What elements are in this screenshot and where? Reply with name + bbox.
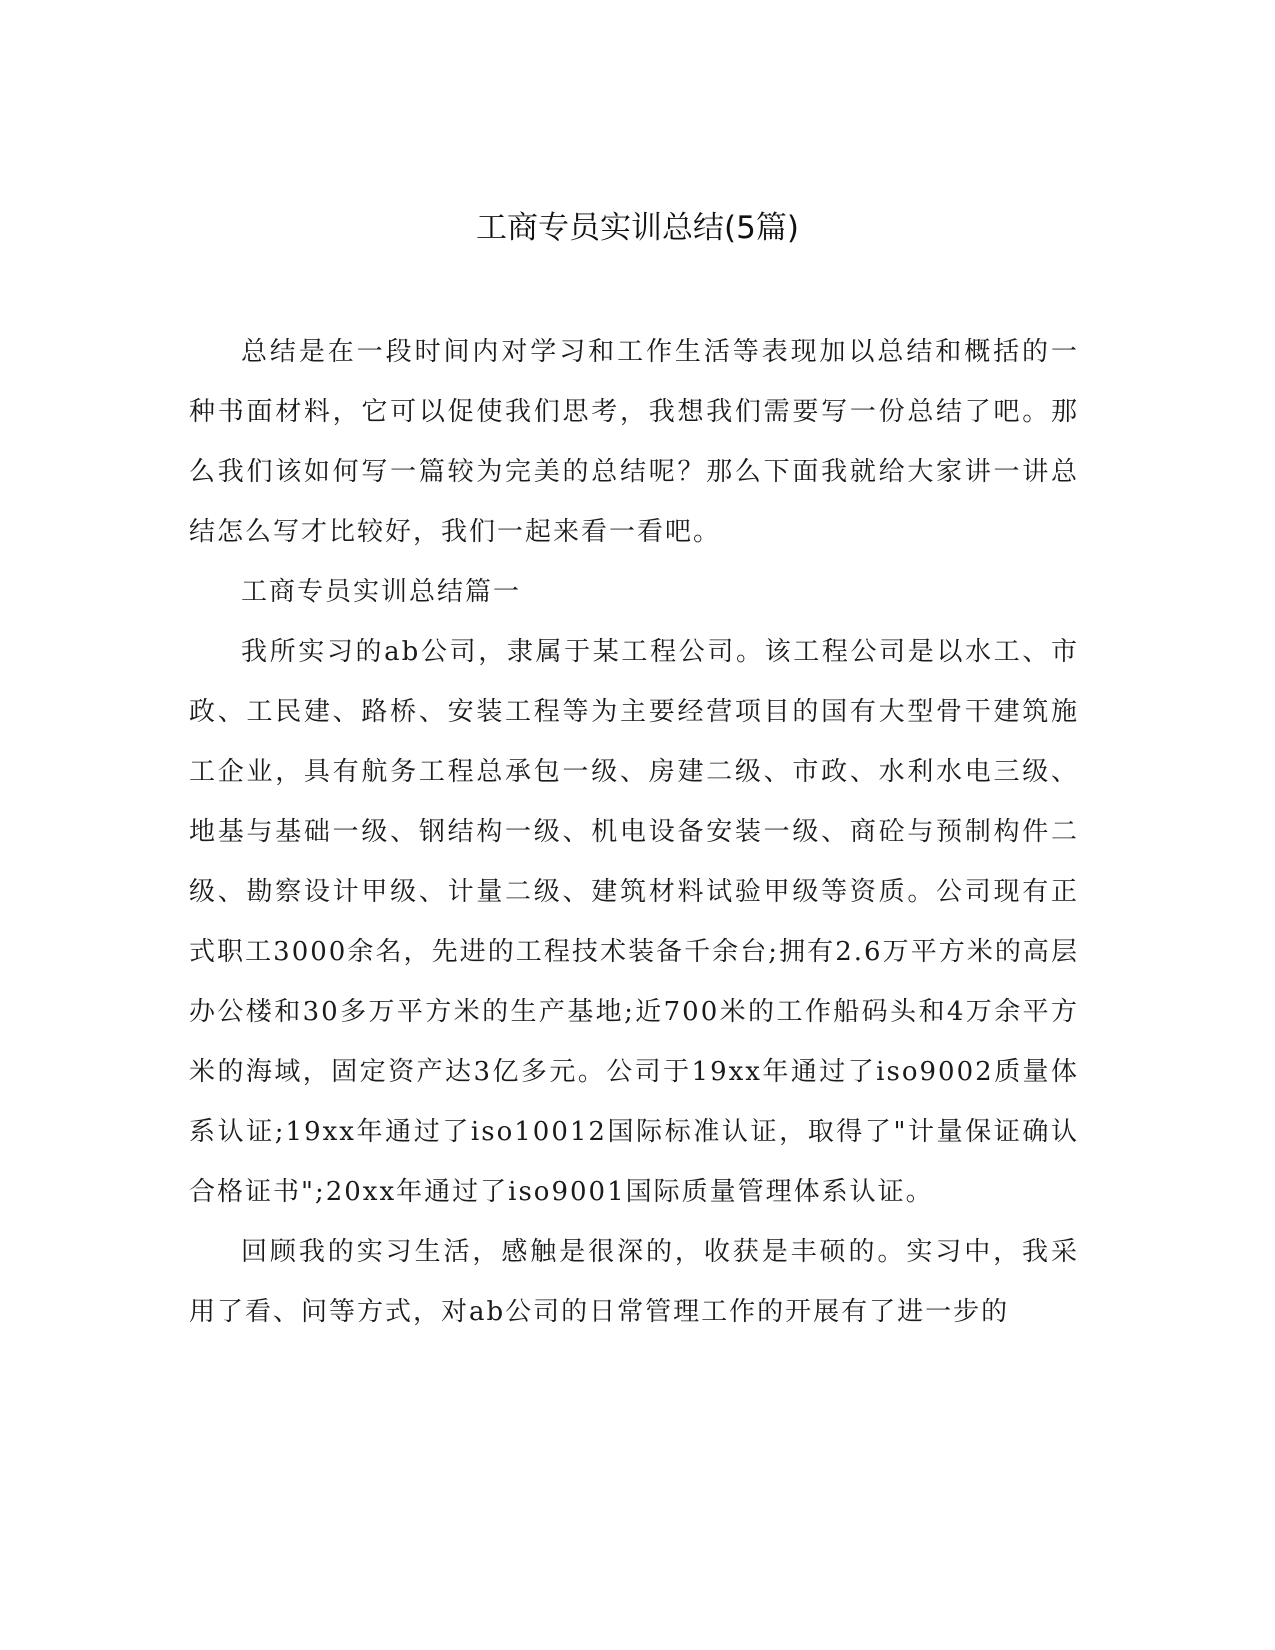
document-title: 工商专员实训总结(5篇): [476, 210, 799, 246]
section-heading: 工商专员实训总结篇一: [241, 577, 522, 607]
review-paragraph: 回顾我的实习生活，感触是很深的，收获是丰硕的。实习中，我采用了看、问等方式，对ab公司的日常管理工作的开展有了进一步的: [189, 1237, 1079, 1327]
intro-paragraph: 总结是在一段时间内对学习和工作生活等表现加以总结和概括的一种书面材料，它可以促使我们思考，我想我们需要写一份总结了吧。那么我们该如何写一篇较为完美的总结呢？那么下面我就给大家讲一讲总结怎么写才比较好，我们一起来看一看吧。: [189, 337, 1079, 547]
company-paragraph: 我所实习的ab公司，隶属于某工程公司。该工程公司是以水工、市政、工民建、路桥、安装工程等为主要经营项目的国有大型骨干建筑施工企业，具有航务工程总承包一级、房建二级、市政、水利水电三级、地基与基础一级、钢结构一级、机电设备安装一级、商砼与预制构件二级、勘察设计甲级、计量二级、建筑材料试验甲级等资质。公司现有正式职工3000余名，先进的工程技术装备千余台;拥有2.6万平方米的高层办公楼和30多万平方米的生产基地;近700米的工作船码头和4万余平方米的海域，固定资产达3亿多元。公司于19xx年通过了iso9002质量体系认证;19xx年通过了iso10012国际标准认证，取得了"计量保证确认合格证书";20xx年通过了iso9001国际质量管理体系认证。: [189, 637, 1079, 1207]
document-body: [189, 322, 1079, 1342]
